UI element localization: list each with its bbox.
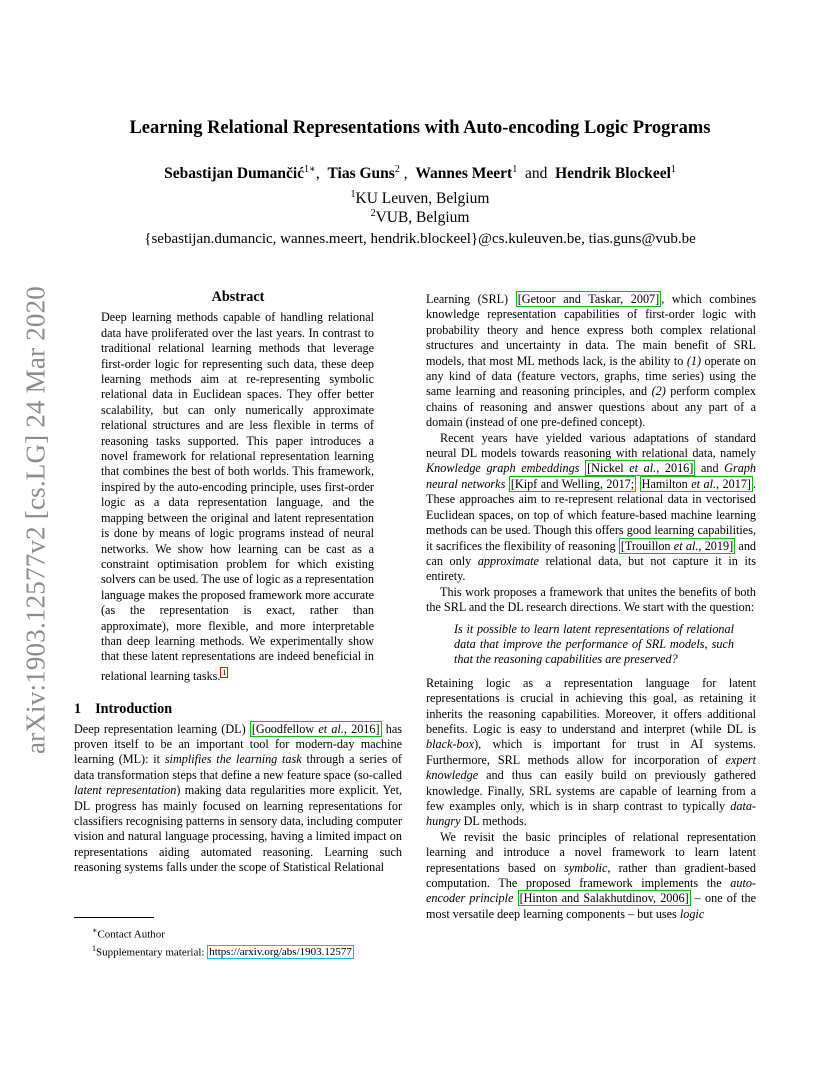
body-paragraph: This work proposes a framework that unites the benefits of both the SRL and the DL research directions. We start with the question: — [426, 584, 756, 615]
author-name: Sebastijan Dumančić — [164, 165, 305, 183]
body-paragraph: Retaining logic as a representation language for latent representations is crucial in achieving this goal, as retaining it inherits the reasoning capabilities. Moreover, it offers additional benefits. Logic is easy to understand and interpret (while DL is black-box), which is important for trust in AI systems. Furthermore, SRL methods allow for incorporation of expert knowledge and thus can easily build on previously gathered knowledge. Finally, SRL systems are capable of learning from a few examples only, which is in sharp contrast to typically data-hungry DL methods. — [426, 675, 756, 829]
arxiv-watermark: arXiv:1903.12577v2 [cs.LG] 24 Mar 2020 — [20, 285, 51, 755]
citation-link[interactable]: Hamilton et al., 2017] — [641, 476, 751, 491]
footnote-ref[interactable]: 1 — [222, 667, 227, 677]
footnote: ∗Contact Author — [92, 926, 165, 941]
author-emails: {sebastijan.dumancic, wannes.meert, hendrik.blockeel}@cs.kuleuven.be, tias.guns@vub.be — [144, 231, 696, 247]
citation-link[interactable]: [Nickel et al., 2016] — [587, 461, 694, 476]
citation-link[interactable]: [Trouillon et al., 2019] — [620, 538, 734, 553]
body-paragraph: We revisit the basic principles of relational representation learning and introduce a novel framework to learn latent representations based on symbolic, rather than gradient-based computation. The proposed framework implements the auto-encoder principle [Hinton and Salakhutdinov, 2006] – one of the most versatile deep learning components – but uses logic — [426, 829, 756, 921]
author-sup: 1 — [512, 164, 518, 175]
author-name: Hendrik Blockeel — [555, 165, 671, 183]
author-name: Tias Guns — [327, 165, 395, 183]
section-heading-introduction — [74, 702, 402, 717]
abstract-body — [74, 310, 374, 684]
author-sup: 1∗ — [304, 164, 316, 175]
section-title: Introduction — [95, 701, 173, 718]
left-column — [74, 290, 402, 876]
author-sup: 1 — [670, 164, 676, 175]
footnote-divider — [74, 917, 154, 918]
body-paragraph: Recent years have yielded various adaptations of standard neural DL models towards reasoning with relational data, namely Knowledge graph embeddings [Nickel et al., 2016] and Graph neural networks [Kipf and Welling, 2017; Hamilton et al., 2017] . These approaches aim to re-represent relational data in vectorised Euclidean spaces, on top of which feature-based machine learning methods can be used. Though this offers good learning capabilities, it sacrifices the flexibility of reasoning [Trouillon et al., 2019] and can only approximate relational data, but not capture it in its entirety. — [426, 430, 757, 584]
citation-link[interactable]: [Goodfellow et al., 2016] — [251, 721, 380, 736]
citation-link[interactable]: [Kipf and Welling, 2017; — [510, 476, 635, 491]
author-list: Sebastijan Dumančić$^{1∗}$, Tias Guns$^2$ , Wannes Meert$^1$ and Hendrik Blockeel$^1$ — [164, 164, 676, 183]
abstract-text: Deep learning methods capable of handling relational data have proliferated over the last years. In contrast to traditional relational learning methods that leverage first-order logic for representing such data, these deep learning methods aim at re-representing symbolic relational data in Euclidean spaces. They offer better scalability, but can only numerically approximate relational structures and are less flexible in terms of reasoning tasks supported. This paper introduces a novel framework for relational representation learning that combines the best of both worlds. This framework, inspired by the auto-encoding principle, uses first-order logic as a data representation language, and the mapping between the original and latent representation is done by means of logic programs instead of neural networks. We show how learning can be cast as a constraint optimisation problem for which existing solvers can be used. The use of logic as a representation language makes the proposed framework more accurate (as the representation is exact, rather than approximate), more flexible, and more interpretable than deep learning methods. We experimentally show that these latent representations are indeed beneficial in relational learning tasks. — [101, 310, 374, 683]
affiliation: $^1$KU Leuven, Belgium — [350, 189, 490, 208]
author-name: Wannes Meert — [415, 165, 513, 183]
intro-paragraph: Deep representation learning (DL) [Goodfellow et al., 2016] has proven itself to be an important tool for modern-day machine learning (ML): it simplifies the learning task through a series of data transformation steps that define a new feature space (so-called latent representation) making data regularities more explicit. Yet, DL progress has mainly focused on learning representations for classifiers recognising patterns in sensory data, including computer vision and natural language processing, having a limited impact on representations aiding automated reasoning. Learning such reasoning systems falls under the scope of Statistical Relational — [74, 721, 403, 875]
citation-link[interactable]: [Getoor and Taskar, 2007] — [517, 292, 660, 306]
affiliation: $^2$VUB, Belgium — [370, 208, 470, 227]
citation-link[interactable]: [Hinton and Salakhutdinov, 2006] — [519, 891, 689, 906]
author-sup: 2 — [394, 164, 400, 175]
section-number: 1 — [74, 701, 82, 718]
author-and: and — [524, 165, 548, 183]
body-paragraph: Learning (SRL) [Getoor and Taskar, 2007] , which combines knowledge representation capabilities of first-order logic with probability theory and hence express both complex relational structures and uncertainty in data. The main benefit of SRL models, that most ML methods lack, is the ability to (1) operate on any kind of data (feature vectors, graphs, time series) using the same learning and reasoning principles, and (2) perform complex chains of reasoning and answer questions about any part of a domain (instead of one pre-defined concept). — [426, 292, 757, 430]
footnotes — [74, 917, 402, 959]
abstract-heading: Abstract — [211, 289, 265, 305]
footnote: $^1$Supplementary material: https://arxiv.org/abs/1903.12577 — [92, 943, 352, 959]
right-column — [426, 292, 756, 922]
supplementary-url-link[interactable]: https://arxiv.org/abs/1903.12577 — [209, 946, 352, 959]
paper-title: Learning Relational Representations with Auto-encoding Logic Programs — [129, 118, 711, 138]
research-question: Is it possible to learn latent representations of relational data that improve the performance of SRL models, such that the reasoning capabilities are preserved? — [454, 621, 734, 667]
